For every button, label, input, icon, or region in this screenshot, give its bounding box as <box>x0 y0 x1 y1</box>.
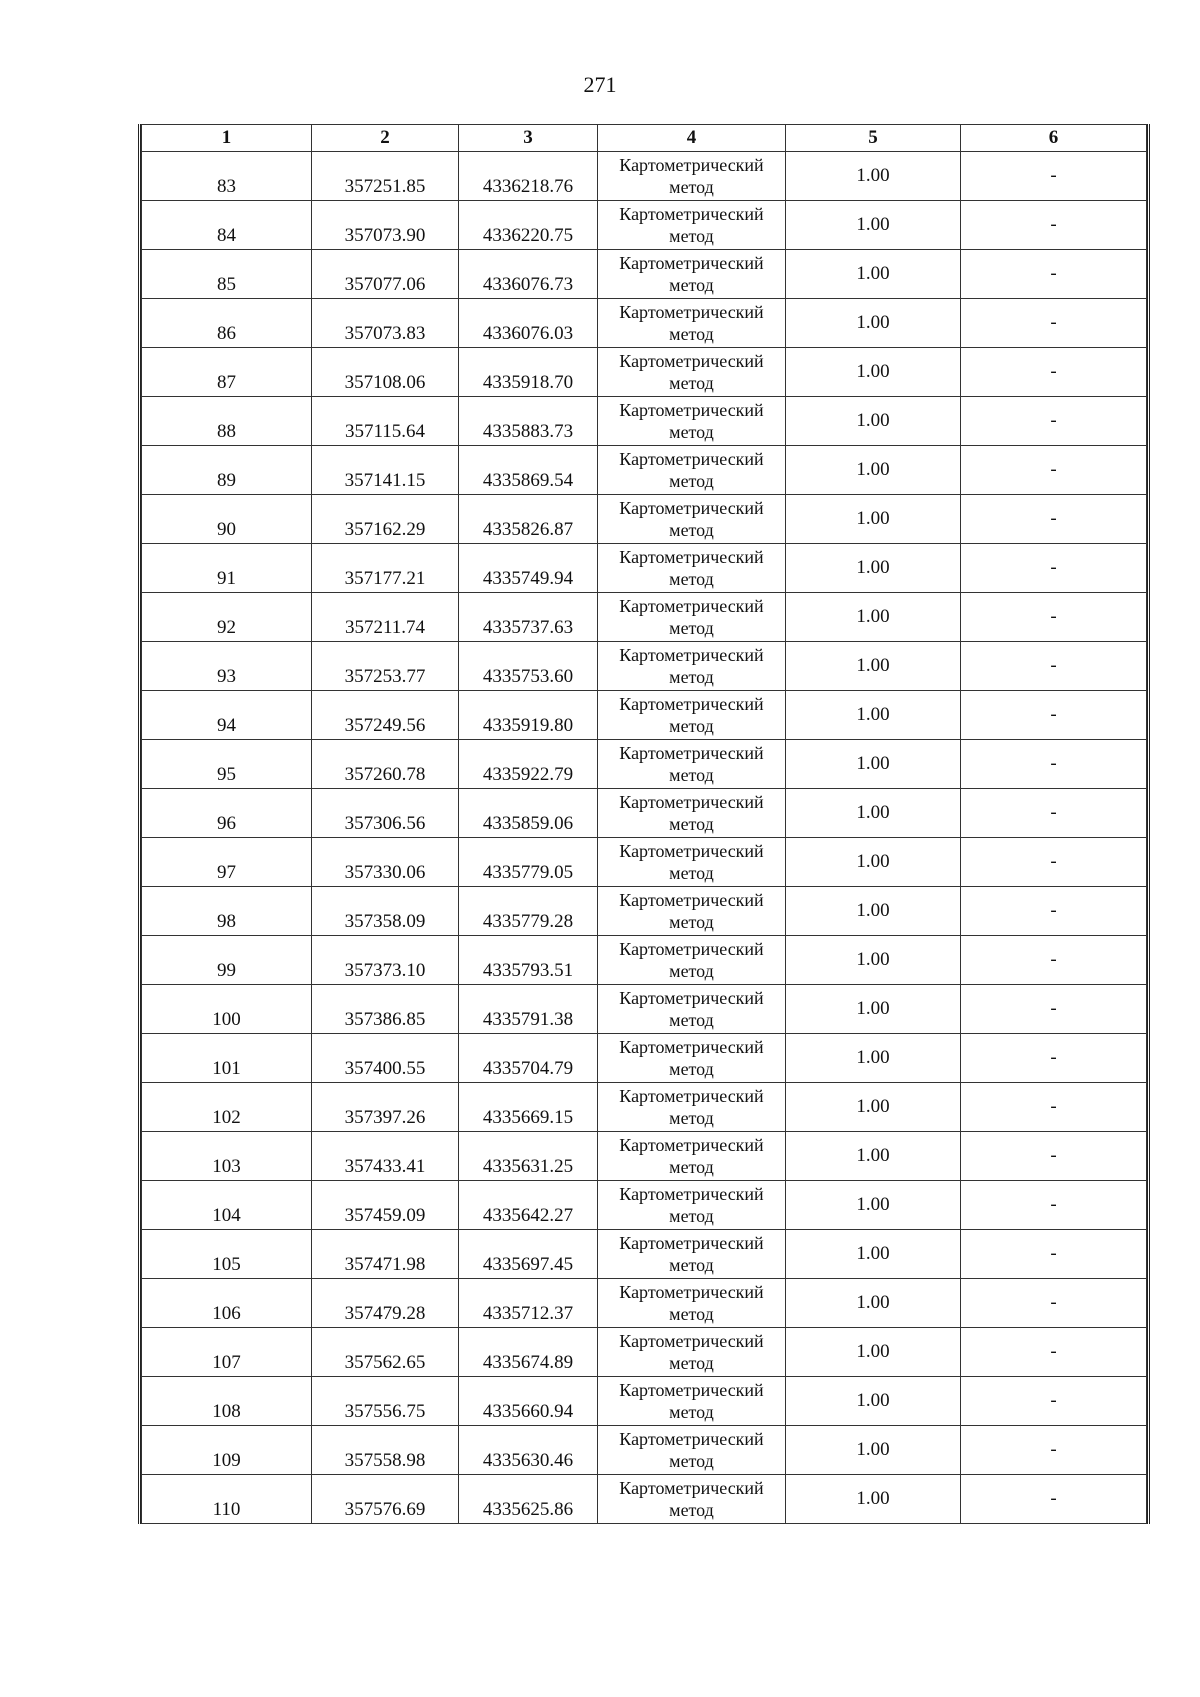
note-cell: - <box>961 1328 1147 1377</box>
method-cell <box>598 642 786 691</box>
y-coordinate-cell: 4335674.89 <box>459 1328 598 1377</box>
y-coordinate-cell: 4335826.87 <box>459 495 598 544</box>
point-number-cell: 90 <box>142 495 312 544</box>
table-row <box>142 887 1147 936</box>
method-line-1: Картометрический <box>619 1380 764 1400</box>
method-line-1: Картометрический <box>619 547 764 567</box>
table-row <box>142 593 1147 642</box>
y-coordinate-cell: 4335883.73 <box>459 397 598 446</box>
precision-cell: 1.00 <box>786 201 961 250</box>
x-coordinate-cell: 357562.65 <box>312 1328 459 1377</box>
method-line-1: Картометрический <box>619 1233 764 1253</box>
y-coordinate-cell: 4335749.94 <box>459 544 598 593</box>
x-coordinate-cell: 357373.10 <box>312 936 459 985</box>
table-row <box>142 642 1147 691</box>
note-cell: - <box>961 691 1147 740</box>
point-number-cell: 99 <box>142 936 312 985</box>
method-cell <box>598 495 786 544</box>
precision-cell: 1.00 <box>786 299 961 348</box>
note-cell: - <box>961 985 1147 1034</box>
x-coordinate-cell: 357558.98 <box>312 1426 459 1475</box>
y-coordinate-cell: 4335625.86 <box>459 1475 598 1524</box>
y-coordinate-cell: 4335753.60 <box>459 642 598 691</box>
table-row <box>142 1181 1147 1230</box>
precision-cell: 1.00 <box>786 1230 961 1279</box>
note-cell: - <box>961 789 1147 838</box>
method-line-1: Картометрический <box>619 1037 764 1057</box>
method-line-2: метод <box>669 1402 714 1422</box>
method-line-1: Картометрический <box>619 743 764 763</box>
x-coordinate-cell: 357073.83 <box>312 299 459 348</box>
table-row <box>142 1230 1147 1279</box>
method-line-2: метод <box>669 1255 714 1275</box>
method-cell <box>598 789 786 838</box>
note-cell: - <box>961 740 1147 789</box>
note-cell: - <box>961 1475 1147 1524</box>
method-line-1: Картометрический <box>619 253 764 273</box>
x-coordinate-cell: 357141.15 <box>312 446 459 495</box>
point-number-cell: 91 <box>142 544 312 593</box>
method-line-2: метод <box>669 1353 714 1373</box>
method-line-1: Картометрический <box>619 1184 764 1204</box>
method-cell <box>598 1475 786 1524</box>
precision-cell: 1.00 <box>786 348 961 397</box>
point-number-cell: 84 <box>142 201 312 250</box>
method-line-2: метод <box>669 1010 714 1030</box>
table-body <box>142 152 1147 1524</box>
x-coordinate-cell: 357253.77 <box>312 642 459 691</box>
header-col-4: 4 <box>598 125 786 152</box>
method-line-1: Картометрический <box>619 449 764 469</box>
x-coordinate-cell: 357459.09 <box>312 1181 459 1230</box>
precision-cell: 1.00 <box>786 1181 961 1230</box>
note-cell: - <box>961 838 1147 887</box>
x-coordinate-cell: 357358.09 <box>312 887 459 936</box>
note-cell: - <box>961 544 1147 593</box>
x-coordinate-cell: 357330.06 <box>312 838 459 887</box>
header-col-3: 3 <box>459 125 598 152</box>
method-cell <box>598 1426 786 1475</box>
precision-cell: 1.00 <box>786 446 961 495</box>
y-coordinate-cell: 4335660.94 <box>459 1377 598 1426</box>
table-row <box>142 446 1147 495</box>
point-number-cell: 100 <box>142 985 312 1034</box>
table-row <box>142 838 1147 887</box>
table-row <box>142 1083 1147 1132</box>
table-row <box>142 691 1147 740</box>
method-line-1: Картометрический <box>619 841 764 861</box>
precision-cell: 1.00 <box>786 1426 961 1475</box>
precision-cell: 1.00 <box>786 1034 961 1083</box>
table-row <box>142 495 1147 544</box>
y-coordinate-cell: 4335922.79 <box>459 740 598 789</box>
method-cell <box>598 593 786 642</box>
method-line-1: Картометрический <box>619 155 764 175</box>
coordinates-table <box>141 124 1147 1524</box>
note-cell: - <box>961 936 1147 985</box>
method-line-1: Картометрический <box>619 400 764 420</box>
y-coordinate-cell: 4336076.03 <box>459 299 598 348</box>
x-coordinate-cell: 357479.28 <box>312 1279 459 1328</box>
method-cell <box>598 348 786 397</box>
method-cell <box>598 1083 786 1132</box>
table-row <box>142 544 1147 593</box>
method-cell <box>598 152 786 201</box>
point-number-cell: 93 <box>142 642 312 691</box>
method-line-2: метод <box>669 1108 714 1128</box>
y-coordinate-cell: 4335697.45 <box>459 1230 598 1279</box>
x-coordinate-cell: 357556.75 <box>312 1377 459 1426</box>
method-line-2: метод <box>669 1451 714 1471</box>
note-cell: - <box>961 495 1147 544</box>
note-cell: - <box>961 1181 1147 1230</box>
point-number-cell: 103 <box>142 1132 312 1181</box>
method-line-2: метод <box>669 373 714 393</box>
note-cell: - <box>961 250 1147 299</box>
method-cell <box>598 446 786 495</box>
method-line-2: метод <box>669 667 714 687</box>
table-row <box>142 250 1147 299</box>
point-number-cell: 101 <box>142 1034 312 1083</box>
method-line-2: метод <box>669 1500 714 1520</box>
point-number-cell: 94 <box>142 691 312 740</box>
y-coordinate-cell: 4336220.75 <box>459 201 598 250</box>
method-cell <box>598 691 786 740</box>
note-cell: - <box>961 1377 1147 1426</box>
point-number-cell: 102 <box>142 1083 312 1132</box>
note-cell: - <box>961 299 1147 348</box>
method-line-1: Картометрический <box>619 498 764 518</box>
method-line-2: метод <box>669 1059 714 1079</box>
note-cell: - <box>961 1034 1147 1083</box>
x-coordinate-cell: 357249.56 <box>312 691 459 740</box>
y-coordinate-cell: 4335712.37 <box>459 1279 598 1328</box>
precision-cell: 1.00 <box>786 1475 961 1524</box>
method-cell <box>598 838 786 887</box>
method-cell <box>598 1230 786 1279</box>
method-line-1: Картометрический <box>619 694 764 714</box>
x-coordinate-cell: 357073.90 <box>312 201 459 250</box>
header-col-5: 5 <box>786 125 961 152</box>
precision-cell: 1.00 <box>786 936 961 985</box>
method-line-1: Картометрический <box>619 1086 764 1106</box>
point-number-cell: 109 <box>142 1426 312 1475</box>
method-line-1: Картометрический <box>619 1478 764 1498</box>
y-coordinate-cell: 4335779.05 <box>459 838 598 887</box>
precision-cell: 1.00 <box>786 152 961 201</box>
x-coordinate-cell: 357108.06 <box>312 348 459 397</box>
method-line-2: метод <box>669 912 714 932</box>
precision-cell: 1.00 <box>786 544 961 593</box>
note-cell: - <box>961 152 1147 201</box>
method-line-2: метод <box>669 765 714 785</box>
method-line-1: Картометрический <box>619 1135 764 1155</box>
note-cell: - <box>961 1083 1147 1132</box>
method-cell <box>598 201 786 250</box>
point-number-cell: 110 <box>142 1475 312 1524</box>
x-coordinate-cell: 357576.69 <box>312 1475 459 1524</box>
point-number-cell: 83 <box>142 152 312 201</box>
note-cell: - <box>961 642 1147 691</box>
method-line-2: метод <box>669 1157 714 1177</box>
x-coordinate-cell: 357306.56 <box>312 789 459 838</box>
method-line-1: Картометрический <box>619 939 764 959</box>
x-coordinate-cell: 357433.41 <box>312 1132 459 1181</box>
y-coordinate-cell: 4335779.28 <box>459 887 598 936</box>
method-cell <box>598 1034 786 1083</box>
method-line-1: Картометрический <box>619 302 764 322</box>
method-line-2: метод <box>669 814 714 834</box>
point-number-cell: 86 <box>142 299 312 348</box>
point-number-cell: 104 <box>142 1181 312 1230</box>
page-number: 271 <box>583 72 617 97</box>
method-line-2: метод <box>669 520 714 540</box>
table-row <box>142 1328 1147 1377</box>
method-line-1: Картометрический <box>619 890 764 910</box>
table-row <box>142 201 1147 250</box>
method-line-2: метод <box>669 324 714 344</box>
y-coordinate-cell: 4335737.63 <box>459 593 598 642</box>
note-cell: - <box>961 1279 1147 1328</box>
note-cell: - <box>961 593 1147 642</box>
point-number-cell: 106 <box>142 1279 312 1328</box>
note-cell: - <box>961 446 1147 495</box>
precision-cell: 1.00 <box>786 838 961 887</box>
method-line-1: Картометрический <box>619 1429 764 1449</box>
method-cell <box>598 1181 786 1230</box>
y-coordinate-cell: 4336076.73 <box>459 250 598 299</box>
precision-cell: 1.00 <box>786 1377 961 1426</box>
method-line-2: метод <box>669 569 714 589</box>
y-coordinate-cell: 4335631.25 <box>459 1132 598 1181</box>
method-line-2: метод <box>669 275 714 295</box>
point-number-cell: 85 <box>142 250 312 299</box>
table-row <box>142 789 1147 838</box>
note-cell: - <box>961 348 1147 397</box>
method-cell <box>598 936 786 985</box>
table-row <box>142 1034 1147 1083</box>
point-number-cell: 107 <box>142 1328 312 1377</box>
x-coordinate-cell: 357386.85 <box>312 985 459 1034</box>
note-cell: - <box>961 887 1147 936</box>
precision-cell: 1.00 <box>786 1083 961 1132</box>
table-row <box>142 740 1147 789</box>
method-cell <box>598 740 786 789</box>
precision-cell: 1.00 <box>786 740 961 789</box>
y-coordinate-cell: 4335919.80 <box>459 691 598 740</box>
method-line-1: Картометрический <box>619 792 764 812</box>
point-number-cell: 108 <box>142 1377 312 1426</box>
method-line-2: метод <box>669 471 714 491</box>
table-row <box>142 985 1147 1034</box>
y-coordinate-cell: 4335669.15 <box>459 1083 598 1132</box>
method-line-2: метод <box>669 226 714 246</box>
header-row <box>142 125 1147 152</box>
header-col-1: 1 <box>142 125 312 152</box>
table-row <box>142 348 1147 397</box>
method-line-2: метод <box>669 863 714 883</box>
method-cell <box>598 397 786 446</box>
method-line-1: Картометрический <box>619 204 764 224</box>
y-coordinate-cell: 4335630.46 <box>459 1426 598 1475</box>
method-line-1: Картометрический <box>619 988 764 1008</box>
point-number-cell: 87 <box>142 348 312 397</box>
precision-cell: 1.00 <box>786 1328 961 1377</box>
method-cell <box>598 1328 786 1377</box>
table-row <box>142 1132 1147 1181</box>
point-number-cell: 88 <box>142 397 312 446</box>
method-cell <box>598 250 786 299</box>
point-number-cell: 92 <box>142 593 312 642</box>
table-row <box>142 397 1147 446</box>
y-coordinate-cell: 4335642.27 <box>459 1181 598 1230</box>
table-row <box>142 1426 1147 1475</box>
method-cell <box>598 1132 786 1181</box>
x-coordinate-cell: 357177.21 <box>312 544 459 593</box>
table-row <box>142 1279 1147 1328</box>
method-line-2: метод <box>669 177 714 197</box>
y-coordinate-cell: 4335791.38 <box>459 985 598 1034</box>
method-line-1: Картометрический <box>619 596 764 616</box>
x-coordinate-cell: 357471.98 <box>312 1230 459 1279</box>
table-row <box>142 299 1147 348</box>
point-number-cell: 89 <box>142 446 312 495</box>
header-col-2: 2 <box>312 125 459 152</box>
note-cell: - <box>961 397 1147 446</box>
method-line-1: Картометрический <box>619 1331 764 1351</box>
method-cell <box>598 299 786 348</box>
precision-cell: 1.00 <box>786 985 961 1034</box>
point-number-cell: 105 <box>142 1230 312 1279</box>
method-line-2: метод <box>669 422 714 442</box>
y-coordinate-cell: 4335918.70 <box>459 348 598 397</box>
method-line-1: Картометрический <box>619 645 764 665</box>
y-coordinate-cell: 4336218.76 <box>459 152 598 201</box>
precision-cell: 1.00 <box>786 1279 961 1328</box>
x-coordinate-cell: 357251.85 <box>312 152 459 201</box>
precision-cell: 1.00 <box>786 397 961 446</box>
coordinates-table-wrapper <box>138 124 1150 1524</box>
method-line-1: Картометрический <box>619 351 764 371</box>
precision-cell: 1.00 <box>786 642 961 691</box>
x-coordinate-cell: 357211.74 <box>312 593 459 642</box>
precision-cell: 1.00 <box>786 1132 961 1181</box>
precision-cell: 1.00 <box>786 691 961 740</box>
table-row <box>142 936 1147 985</box>
method-line-2: метод <box>669 961 714 981</box>
x-coordinate-cell: 357162.29 <box>312 495 459 544</box>
x-coordinate-cell: 357077.06 <box>312 250 459 299</box>
method-cell <box>598 1279 786 1328</box>
method-cell <box>598 544 786 593</box>
point-number-cell: 95 <box>142 740 312 789</box>
method-line-2: метод <box>669 618 714 638</box>
table-row <box>142 1377 1147 1426</box>
note-cell: - <box>961 1426 1147 1475</box>
method-cell <box>598 887 786 936</box>
note-cell: - <box>961 1132 1147 1181</box>
method-line-2: метод <box>669 1206 714 1226</box>
method-line-2: метод <box>669 716 714 736</box>
point-number-cell: 96 <box>142 789 312 838</box>
header-col-6: 6 <box>961 125 1147 152</box>
y-coordinate-cell: 4335859.06 <box>459 789 598 838</box>
method-cell <box>598 1377 786 1426</box>
precision-cell: 1.00 <box>786 250 961 299</box>
note-cell: - <box>961 201 1147 250</box>
method-line-2: метод <box>669 1304 714 1324</box>
x-coordinate-cell: 357397.26 <box>312 1083 459 1132</box>
y-coordinate-cell: 4335793.51 <box>459 936 598 985</box>
point-number-cell: 97 <box>142 838 312 887</box>
precision-cell: 1.00 <box>786 495 961 544</box>
x-coordinate-cell: 357260.78 <box>312 740 459 789</box>
precision-cell: 1.00 <box>786 593 961 642</box>
method-cell <box>598 985 786 1034</box>
x-coordinate-cell: 357400.55 <box>312 1034 459 1083</box>
method-line-1: Картометрический <box>619 1282 764 1302</box>
table-row <box>142 152 1147 201</box>
table-row <box>142 1475 1147 1524</box>
note-cell: - <box>961 1230 1147 1279</box>
precision-cell: 1.00 <box>786 789 961 838</box>
y-coordinate-cell: 4335704.79 <box>459 1034 598 1083</box>
point-number-cell: 98 <box>142 887 312 936</box>
y-coordinate-cell: 4335869.54 <box>459 446 598 495</box>
x-coordinate-cell: 357115.64 <box>312 397 459 446</box>
precision-cell: 1.00 <box>786 887 961 936</box>
